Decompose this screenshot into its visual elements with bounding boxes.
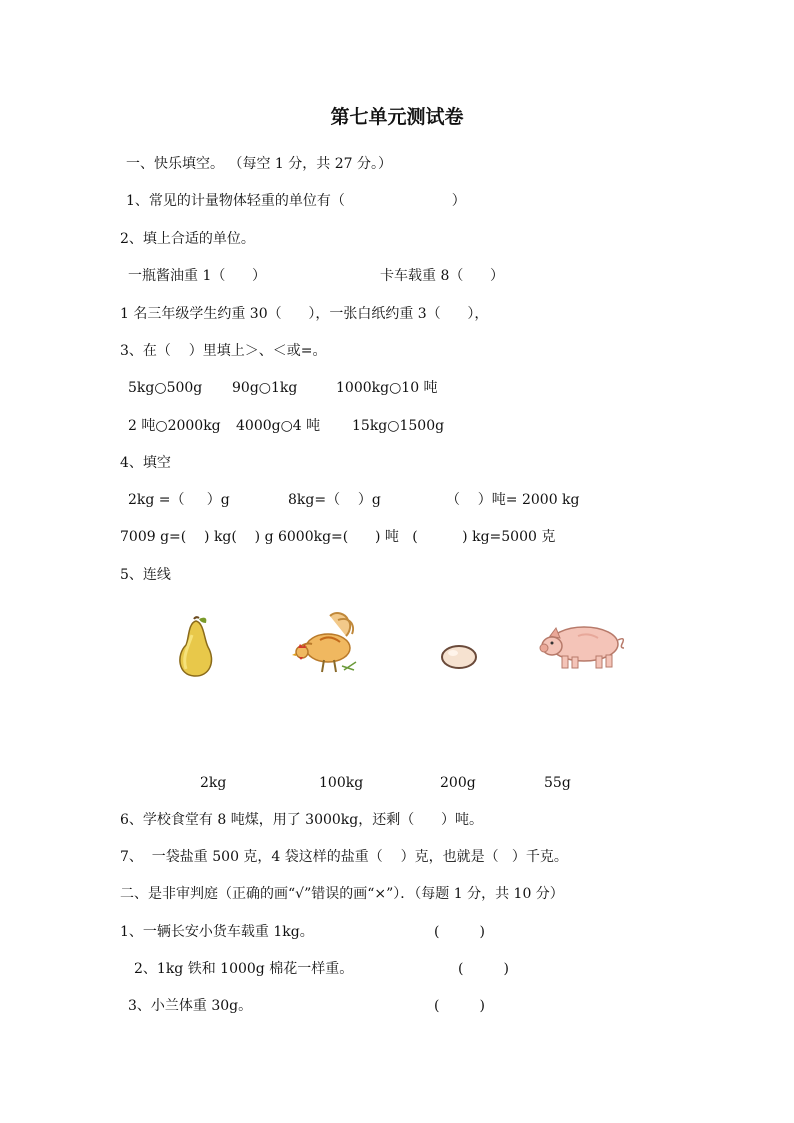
compare-item: 2 吨○2000kg	[128, 418, 221, 434]
judge-item-bracket: ( )	[434, 924, 485, 940]
fill-row-2: 7009 g=( ) kg( ) g 6000kg=( ) 吨 ( ) kg=5000 克	[120, 529, 556, 545]
question-2c: 1 名三年级学生约重 30（ ），一张白纸约重 3（ ），	[120, 306, 489, 322]
fill-item: （ ）吨= 2000 kg	[446, 492, 580, 508]
judge-item-bracket: ( )	[458, 961, 509, 977]
pig-image	[538, 620, 628, 676]
weight-label: 2kg	[200, 775, 227, 791]
page-title: 第七单元测试卷	[330, 106, 464, 128]
section2-heading: 二、是非审判庭（正确的画“√”错误的画“×”）．（每题 1 分，共 10 分）	[120, 886, 564, 902]
question-2b: 卡车载重 8（ ）	[380, 268, 505, 284]
weight-label: 100kg	[319, 775, 364, 791]
fill-item: 8kg=（ ）g	[288, 492, 381, 508]
pear-image	[172, 615, 222, 685]
compare-item: 1000kg○10 吨	[336, 380, 438, 396]
question-5-title: 5、连线	[120, 567, 171, 583]
judge-item-text: 2、1kg 铁和 1000g 棉花一样重。	[134, 961, 354, 977]
judge-item-text: 3、小兰体重 30g。	[128, 998, 253, 1014]
question-3-title: 3、在（ ）里填上＞、＜或=。	[120, 343, 327, 359]
question-1: 1、常见的计量物体轻重的单位有（ ）	[126, 193, 466, 209]
weight-label: 55g	[544, 775, 571, 791]
weight-label: 200g	[440, 775, 476, 791]
judge-item-bracket: ( )	[434, 998, 485, 1014]
judge-item-text: 1、一辆长安小货车载重 1kg。	[120, 924, 314, 940]
compare-item: 15kg○1500g	[352, 418, 445, 434]
fill-item: 2kg =（ ）g	[128, 492, 230, 508]
compare-item: 5kg○500g	[128, 380, 203, 396]
egg-image	[440, 643, 478, 675]
compare-item: 90g○1kg	[232, 380, 298, 396]
chicken-image	[290, 610, 362, 680]
question-7: 7、 一袋盐重 500 克，4 袋这样的盐重（ ）克，也就是（ ）千克。	[120, 849, 568, 865]
compare-item: 4000g○4 吨	[236, 418, 321, 434]
question-6: 6、学校食堂有 8 吨煤，用了 3000kg，还剩（ ）吨。	[120, 812, 483, 828]
question-2a: 一瓶酱油重 1（ ）	[128, 268, 267, 284]
section1-heading: 一、快乐填空。 （每空 1 分，共 27 分。）	[126, 156, 392, 172]
question-2-title: 2、填上合适的单位。	[120, 231, 255, 247]
question-4-title: 4、填空	[120, 455, 171, 471]
